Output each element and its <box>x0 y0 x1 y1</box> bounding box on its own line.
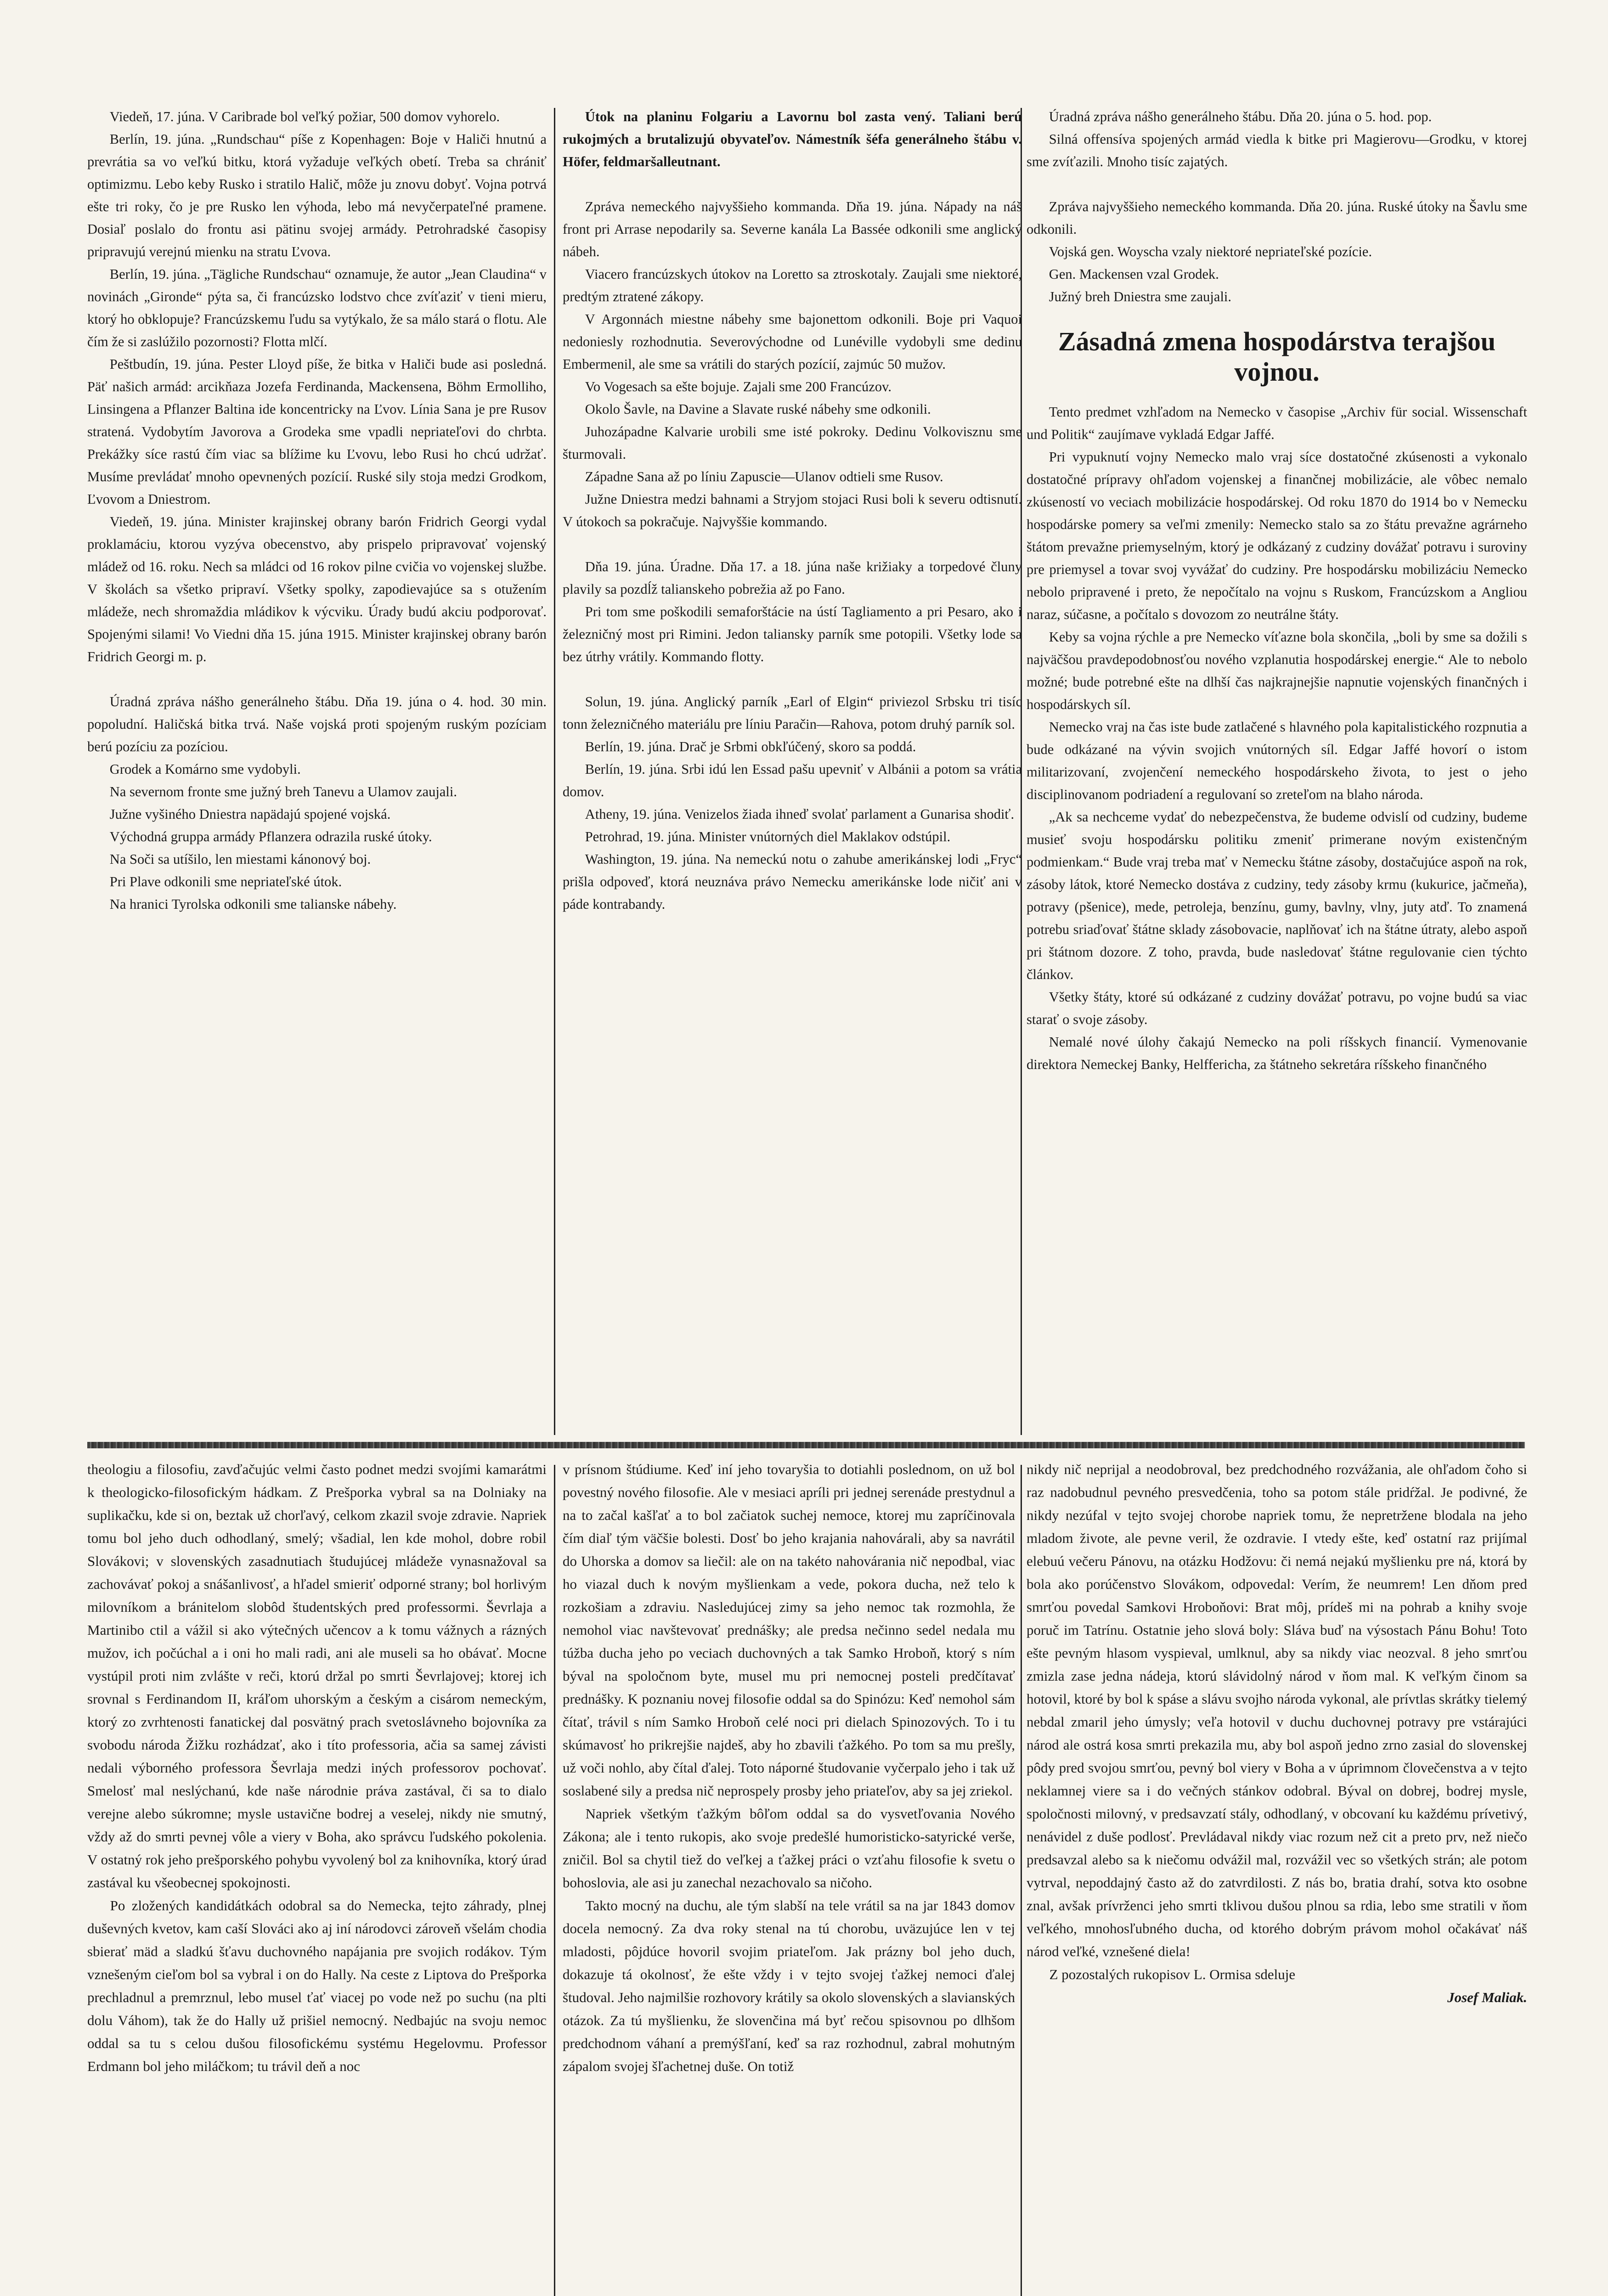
news-paragraph: Na Soči sa utíšilo, len miestami kánonový boj. <box>109 851 371 867</box>
feuilleton-column-1 <box>87 1458 547 2296</box>
news-paragraph: Južne Dniestra medzi bahnami a Stryjom stojaci Rusi boli k severu odtisnutí. V útokoch sa pokračuje. Najvyššie kommando. <box>563 491 1022 529</box>
news-paragraph: V Argonnách miestne nábehy sme bajonettom odkonili. Boje pri Vaquoi nedoniesly rozhodnutia. Severovýchodne od Lunéville vydobyli sme dedinu Embermenil, ale sme sa vrátili do starých pozícií, zajmúc 50 mužov. <box>563 311 1022 372</box>
news-paragraph: Atheny, 19. júna. Venizelos žiada ihneď svolať parlament a Gunarisa shodiť. <box>585 806 1015 822</box>
feuilleton-paragraph: Napriek všetkým ťažkým bôľom oddal sa do vysvetľovania Nového Zákona; ale i tento rukopis, ako svoje predešlé humoristicko-satyrické verše, zničil. Bol sa chytil tiež do veľkej a ťažkej práci o vzťahu filosofie k svetu o bohoslovia, ale asi ju zanechal nezachovalo sa ničoho. <box>563 1806 1015 1891</box>
news-paragraph: Viacero francúzskych útokov na Loretto sa ztroskotaly. Zaujali sme niektoré, predtým ztratené zákopy. <box>563 266 1022 304</box>
feuilleton-paragraph: Po zložených kandidátkách odobral sa do Nemecka, tejto záhrady, plnej duševných kvetov, kam caší Slováci ako aj iní národovci zároveň všelám chodia sbierať mäd a sladkú šťavu duchovného napájania pre svojich rodákov. Tým vznešeným cieľom bol sa vybral i on do Hally. Na ceste z Liptova do Prešporka prechladnul a premrznul, lebo musel ťať viacej po vode než po suchu (na plti dolu Váhom), tak že do Hally už prišiel nemocný. Nedbajúc na svoju nemoc oddal sa tu s celou dušou filosofickému systému Hegelovmu. Professor Erdmann bol jeho miláčkom; tu trávil deň a noc <box>87 1897 547 2074</box>
column-divider <box>1021 1465 1022 2296</box>
news-paragraph: Útok na planinu Folgariu a Lavornu bol zasta vený. Taliani berú rukojmých a brutalizujú obyvateľov. Námestník šéfa generálneho štábu v. Höfer, feldmaršalleutnant. <box>563 109 1022 169</box>
news-paragraph: Južný breh Dniestra sme zaujali. <box>1049 289 1232 304</box>
news-paragraph: Okolo Šavle, na Davine a Slavate ruské nábehy sme odkonili. <box>585 401 931 417</box>
news-paragraph: Úradná zpráva nášho generálneho štábu. Dňa 20. júna o 5. hod. pop. <box>1049 109 1432 124</box>
news-paragraph: Peštbudín, 19. júna. Pester Lloyd píše, že bitka v Haliči bude asi posledná. Päť našich armád: arcikňaza Jozefa Ferdinanda, Mackensena, Böhm Ermolliho, Linsingena a Pflanzer Baltina ide koncentricky na Ľvov. Línia Sana je pre Rusov stratená. Vydobytím Javorova a Grodeka sme vpadli nepriateľovi do chrbta. Prekážky síce rastú čím viac sa blížime ku Ľvovu, lebo Rusi ho chcú udržať. Musíme prevládať mnoho opevnených pozícií. Ruské sily stoja medzi Grodkom, Ľvovom a Dniestrom. <box>87 356 547 507</box>
news-paragraph: Zpráva najvyššieho nemeckého kommanda. Dňa 20. júna. Ruské útoky na Šavlu sme odkonili. <box>1027 199 1527 237</box>
article-headline: Zásadná zmena hospodárstva terajšou vojnou. <box>1058 326 1496 387</box>
article-paragraph: Keby sa vojna rýchle a pre Nemecko víťazne bola skončila, „boli by sme sa dožili s najväčšou pravdepodobnosťou nového vzplanutia hospodárskej energie.“ Ale to nebolo možné; bude potrebné ešte na dlhší čas najkrajnejšie napnutie vojenských finančných i hospodárskych síl. <box>1027 629 1527 712</box>
news-column-3 <box>1027 106 1527 1437</box>
news-paragraph: Viedeň, 17. júna. V Caribrade bol veľký požiar, 500 domov vyhorelo. <box>109 109 500 124</box>
feuilleton-paragraph: nikdy nič neprijal a neodobroval, bez predchodného rozvážania, ale ohľadom čoho si raz nadobudnul pevného presvedčenia, toho sa potom stále pridŕžal. Je podivné, že nikdy nezúfal v tejto svojej chorobe napriek tomu, že nepretržene blodala na jeho mladom živote, ale pevne veril, že ozdravie. I vtedy ešte, keď ostatní raz prijímal elebuú večeru Pánovu, na otázku Hodžovu: či nemá nejakú myšlienku pre ná, ktorá by bola ako porúčenstvo Slovákom, odpovedal: Verím, že neumrem! Len dňom pred smrťou povedal Samkovi Hroboňovi: Brat môj, prídeš mi na pohrab a knihy svoje poruč im Tatrínu. Ostatnie jeho slová boly: Sláva buď na výsostach Pánu Bohu! Toto ešte pevným hlasom vyspieval, umlknul, aby sa nikdy viac neozval. 8 jeho smrťou zmizla zase jedna nádeja, ktorú slávidolný národ v ňom mal. K veľkým činom sa hotovil, ktoré by bol k spáse a slávu svojho národa vykonal, ale prívtlas skrátky tielemý nebdal zmaril jeho úmysly; veľa hotovil v duchu duchovnej potravy pre vstárajúci národ ale ostrá kosa smrti prekazila mu, aby bol aspoň jedno zrno zasial do slovenskej pôdy pred svojou smrťou, pevný bol viery v Boha a v úprimnom človečenstva a v tejto neklamnej viere sa i do večných stánkov odobral. Býval on dobrej, bodrej mysle, spoločnosti milovný, v predsavzatí stály, odhodlaný, v obcovaní ku každému prívetivý, nenávidel z duše podlosť. Prevládaval nikdy viac rozum než cit a preto prv, než niečo predsavzal alebo sa k niečomu odvážil mal, rozvážil vec so všetkých strán; ale potom vytrval, nepoddajný často až do zatvrdilosti. Z nás bo, bratia drahí, sotva kto osobne znal, avšak prívrženci jeho smrti tklivou dušou plnou sa rdia, lebo sme stratili v ňom veľkého, mnohosľubného ducha, od ktorého dobrým právom mohol očakávať náš národ veľké, vznešené diela! <box>1027 1461 1527 1959</box>
news-paragraph: Viedeň, 19. júna. Minister krajinskej obrany barón Fridrich Georgi vydal proklamáciu, ktorou vyzýva obecenstvo, aby prispelo pripravovať vojenský mládež od 16. roku. Nech sa mládci od 16 rokov pilne cvičia vo vojenskej službe. V školách sa všetko pripraví. Všetky spolky, zapodievajúce sa s otužením mládeže, nech shromaždia mládikov k výcviku. Úrady budú akciu podporovať. Spojenými silami! Vo Viedni dňa 15. júna 1915. Minister krajinskej obrany barón Fridrich Georgi m. p. <box>87 514 547 664</box>
news-paragraph: Berlín, 19. júna. „Rundschau“ píše z Kopenhagen: Boje v Haliči hnutnú a prevrátia sa vo veľkú bitku, ktorá vyžaduje veľkých obetí. Treba sa chrániť optimizmu. Lebo keby Rusko i stratilo Halič, môže ju znovu dobyť. Vojna potrvá ešte tri roky, čo je pre Rusko len výhoda, lebo má nevyčerpateľné pramene. Dosiaľ poslalo do frontu asi pätinu svojej armády. Petrohradské časopisy pripravujú verejnú mienku na stratu Ľvova. <box>87 131 547 259</box>
feuilleton-source-note: Z pozostalých rukopisov L. Ormisa sdeluje <box>1049 1966 1296 1982</box>
news-paragraph: Na hranici Tyrolska odkonili sme talianske nábehy. <box>109 896 397 912</box>
column-divider <box>554 1465 555 2296</box>
news-paragraph: Gen. Mackensen vzal Grodek. <box>1049 266 1219 282</box>
article-paragraph: Nemecko vraj na čas iste bude zatlačené s hlavného pola kapitalistického rozpnutia a bude odkázané na vývin svojich vnútorných síl. Edgar Jaffé hovorí o istom militarizovaní, zvojenčení nemeckého hospodárskeho života, to jest o jeho disciplinovanom podriadení a regulovaní so zreteľom na blaho národa. <box>1027 719 1527 802</box>
article-paragraph: „Ak sa nechceme vydať do nebezpečenstva, že budeme odvislí od cudziny, budeme musieť svoju hospodársku politiku zmeniť primerane novým existenčným podmienkam.“ Bude vraj treba mať v Nemecku štátne zásoby, dostačujúce aspoň na rok, zásoby látok, ktoré Nemecko dostáva z cudziny, tedy zásoby krmu (kukurice, jačmeňa), potravy (pšenice), mede, petroleja, benzínu, gumy, bavlny, vlny, juty atď. To znamená potrebu sriaďovať štátne sklady zásobovacie, naplňovať ich na štátne útraty, alebo aspoň pri štátnom dozore. Z toho, pravda, bude nasledovať štátne regulovanie cien týchto článkov. <box>1027 809 1527 982</box>
news-paragraph: Pri tom sme poškodili semaforštácie na ústí Tagliamento a pri Pesaro, ako i železničný most pri Rimini. Jedon taliansky parník sme potopili. Všetky lode sa bez útrhy vrátily. Kommando flotty. <box>563 604 1022 664</box>
feuilleton-column-3 <box>1027 1458 1527 2296</box>
author-signature: Josef Maliak. <box>1447 1989 1527 2005</box>
news-paragraph: Vo Vogesach sa ešte bojuje. Zajali sme 200 Francúzov. <box>585 379 891 394</box>
news-paragraph: Grodek a Komárno sme vydobyli. <box>109 761 301 777</box>
news-paragraph: Berlín, 19. júna. Srbi idú len Essad pašu upevniť v Albánii a potom sa vrátia domov. <box>563 761 1022 799</box>
news-paragraph: Berlín, 19. júna. Drač je Srbmi obkľúčený, skoro sa poddá. <box>585 739 916 754</box>
article-paragraph: Všetky štáty, ktoré sú odkázané z cudziny dovážať potravu, po vojne budú sa viac starať o svoje zásoby. <box>1027 989 1527 1027</box>
column-divider <box>554 108 555 1435</box>
news-paragraph: Washington, 19. júna. Na nemeckú notu o zahube amerikánskej lodi „Fryc“ prišla odpoveď, ktorá neuznáva právo Nemecku amerikánske lode ničiť ani v páde kontrabandy. <box>563 851 1022 912</box>
news-paragraph: Petrohrad, 19. júna. Minister vnútorných diel Maklakov odstúpil. <box>585 829 951 844</box>
article-paragraph: Nemalé nové úlohy čakajú Nemecko na poli ríšskych financií. Vymenovanie direktora Nemeckej Banky, Helffericha, za štátneho sekretára ríšskeho finančného <box>1027 1034 1527 1072</box>
news-column-2 <box>563 106 1022 1437</box>
news-paragraph: Zpráva nemeckého najvyššieho kommanda. Dňa 19. júna. Nápady na náš front pri Arrase nepodarily sa. Severne kanála La Bassée odkonili sme anglický nábeh. <box>563 199 1022 259</box>
news-paragraph: Pri Plave odkonili sme nepriateľské útok. <box>109 874 342 889</box>
news-paragraph: Na severnom fronte sme južný breh Tanevu a Ulamov zaujali. <box>109 784 457 799</box>
article-paragraph: Pri vypuknutí vojny Nemecko malo vraj síce dostatočné zkúsenosti a vykonalo dostatočné prípravy ohľadom vojenskej a finančnej mobilizácie, ale vôbec nemalo zkúseností vo veciach mobilizácie hospodárskej. Od roku 1870 do 1914 bo v Nemecku hospodárske pomery sa veľmi zmenily: Nemecko stalo sa zo štátu prevažne agrárneho štátom prevažne priemyselným, ktorý je odkázaný z cudziny dovážať potravu i suroviny pre priemysel a tovar svoj vyvážať do cudziny. Pre hospodársku mobilizáciu Nemecko nebolo pripravené i preto, že nepočítalo na vojnu s Ruskom, Francúzskom a Angliou naraz, súčasne, a počítalo s dovozom zo neutrálne štáty. <box>1027 449 1527 622</box>
article-paragraph: Tento predmet vzhľadom na Nemecko v časopise „Archiv für social. Wissenschaft und Politik“ zaujímave vykladá Edgar Jaffé. <box>1027 404 1527 442</box>
news-paragraph: Silná offensíva spojených armád viedla k bitke pri Magierovu—Grodku, v ktorej sme zvíťazili. Mnoho tisíc zajatých. <box>1027 131 1527 169</box>
news-paragraph: Východná gruppa armády Pflanzera odrazila ruské útoky. <box>109 829 432 844</box>
feuilleton-paragraph: Takto mocný na duchu, ale tým slabší na tele vrátil sa na jar 1843 domov docela nemocný. Za dva roky stenal na tú chorobu, uväzujúce len v tej mladosti, pôjdúce hovoril svojim priateľom. Jak prázny bol jeho duch, dokazuje tá okolnosť, že ešte vždy i v tejto svojej ťažkej nemoci ďalej študoval. Jeho najmilšie rozhovory krátily sa okolo slovenských a slavianských otázok. Za tú myšlienku, že slovenčina má byť rečou spisovnou po dlhšom predchodnom váhaní a premýšľaní, keď sa raz rozhodnul, zabral mohutným zápalom svojej šľachetnej duše. On totiž <box>563 1897 1015 2074</box>
news-paragraph: Dňa 19. júna. Úradne. Dňa 17. a 18. júna naše križiaky a torpedové čluny plavily sa pozdĺž talianskeho pobrežia až po Fano. <box>563 559 1022 597</box>
feuilleton-paragraph: theologiu a filosofiu, zavďačujúc velmi často podnet medzi svojími kamarátmi k theologicko-filosofickým hádkam. Z Prešporka vybral sa na Dolniaky na suplikačku, kde si on, beztak už chorľavý, celkom zkazil svoje zdravie. Napriek tomu bol jeho duch odhodlaný, smelý; všadial, len kde mohol, dobre robil Slovákovi; v slovenských zasadnutiach študujúcej mládeže vynasnažoval sa zachovávať pokoj a snášanlivosť, a hľadel smieriť odporné strany; bol horlivým milovníkom a bránitelom slobôd študentských pred professormi. Ševrlaja a Martinibo ctil a vážil si ako výtečných učencov a k tomu vážnych a rázných mužov, ich počúchal a i oni ho mali radi, ani ale museli sa ho obávať. Mocne vystúpil proti nim zvlášte v reči, ktorú držal po smrti Ševrlajovej; ktorej ich srovnal s Ferdinandom II, kráľom uhorským a českým a cisárom nemeckým, ktorý zo zvrhtenosti fanatickej dal posvätný prach svetoslávneho bojovníka za svobodu národa Žižku rozhádzať, ako i títo professoria, ačia sa samej závisti nedali výborného professora Ševrlaja medzi iných professorov pochovať. Smelosť mal neslýchanú, kde naše národnie práva zastával, či sa to dialo verejne alebo súkromne; mysle ustavične bodrej a veselej, nikdy nie smutný, vždy až do smrti pevnej vôle a viery v Boha, ako správcu ľudského pokolenia. V ostatný rok jeho prešporského pohybu vyvolený bol za knihovníka, ktorý úrad zastával ku všeobecnej spokojnosti. <box>87 1461 547 1891</box>
feuilleton-paragraph: v prísnom štúdiume. Keď iní jeho tovaryšia to dotiahli poslednom, on už bol povestný nového filosofie. Ale v mesiaci apríli pri jednej serenáde prestydnul a na to začal kašľať a to bol začiatok suchej nemoce, ktorej mu zapríčinovala čím diaľ tým väčšie bolesti. Dosť bo jeho krajania nahovárali, aby sa navrátil do Uhorska a domov sa liečil: ale on na takéto nahovárania nič nepodbal, viac ho viazal duch k novým myšlienkam a vede, pokora ducha, než telo k rozkošiam a zdraviu. Nasledujúcej zimy sa jeho nemoc tak rozmohla, že nemohol viac navštevovať prednášky; ale predsa nečinno sedel nedala mu túžba ducha jeho po veciach duchovných a tak Samko Hroboň, ktorý s ním býval na spoločnom byte, musel mu pri nemocnej posteli predčítavať prednášky. K poznaniu novej filosofie oddal sa do Spinózu: Keď nemohol sám čítať, trávil s ním Samko Hroboň celé noci pri dielach Spinozových. To i tu skúmavosť ho prikrejšie najdeš, aby ho zbavili ťažkého. Po tom sa mu prešly, už voči nohlo, aby čítal ďalej. Toto náporné študovanie vyčerpalo jeho i tak už soslabené sily a predsa nič neprospely prosby jeho priateľov, aby sa jej zriekol. <box>563 1461 1015 1799</box>
news-paragraph: Solun, 19. júna. Anglický parník „Earl of Elgin“ priviezol Srbsku tri tisíc tonn železničného materiálu pre líniu Paračin—Rahova, potom druhý parník sol. <box>563 694 1022 732</box>
news-paragraph: Južne vyšiného Dniestra napädajú spojené vojská. <box>109 806 391 822</box>
news-column-1 <box>87 106 547 1437</box>
section-divider <box>87 1442 1525 1448</box>
news-paragraph: Úradná zpráva nášho generálneho štábu. Dňa 19. júna o 4. hod. 30 min. popoludní. Haličská bitka trvá. Naše vojská proti spojeným ruským pozíciam berú pozíciu za pozíciou. <box>87 694 547 754</box>
news-paragraph: Juhozápadne Kalvarie urobili sme isté pokroky. Dedinu Volkovisznu sme šturmovali. <box>563 424 1022 462</box>
news-paragraph: Vojská gen. Woyscha vzaly niektoré nepriateľské pozície. <box>1049 244 1372 259</box>
news-paragraph: Berlín, 19. júna. „Tägliche Rundschau“ oznamuje, že autor „Jean Claudina“ v novinách „Gironde“ pýta sa, či francúzsko lodstvo chce zvíťaziť v tieni mieru, ktorý ho obklopuje? Francúzskemu ľudu sa vytýkalo, že sa málo stará o flotu. Ale čím že si zaslúžilo pozornosti? Flotta mlčí. <box>87 266 547 349</box>
feuilleton-column-2 <box>563 1458 1015 2296</box>
news-paragraph: Západne Sana až po líniu Zapuscie—Ulanov odtieli sme Rusov. <box>585 469 943 484</box>
